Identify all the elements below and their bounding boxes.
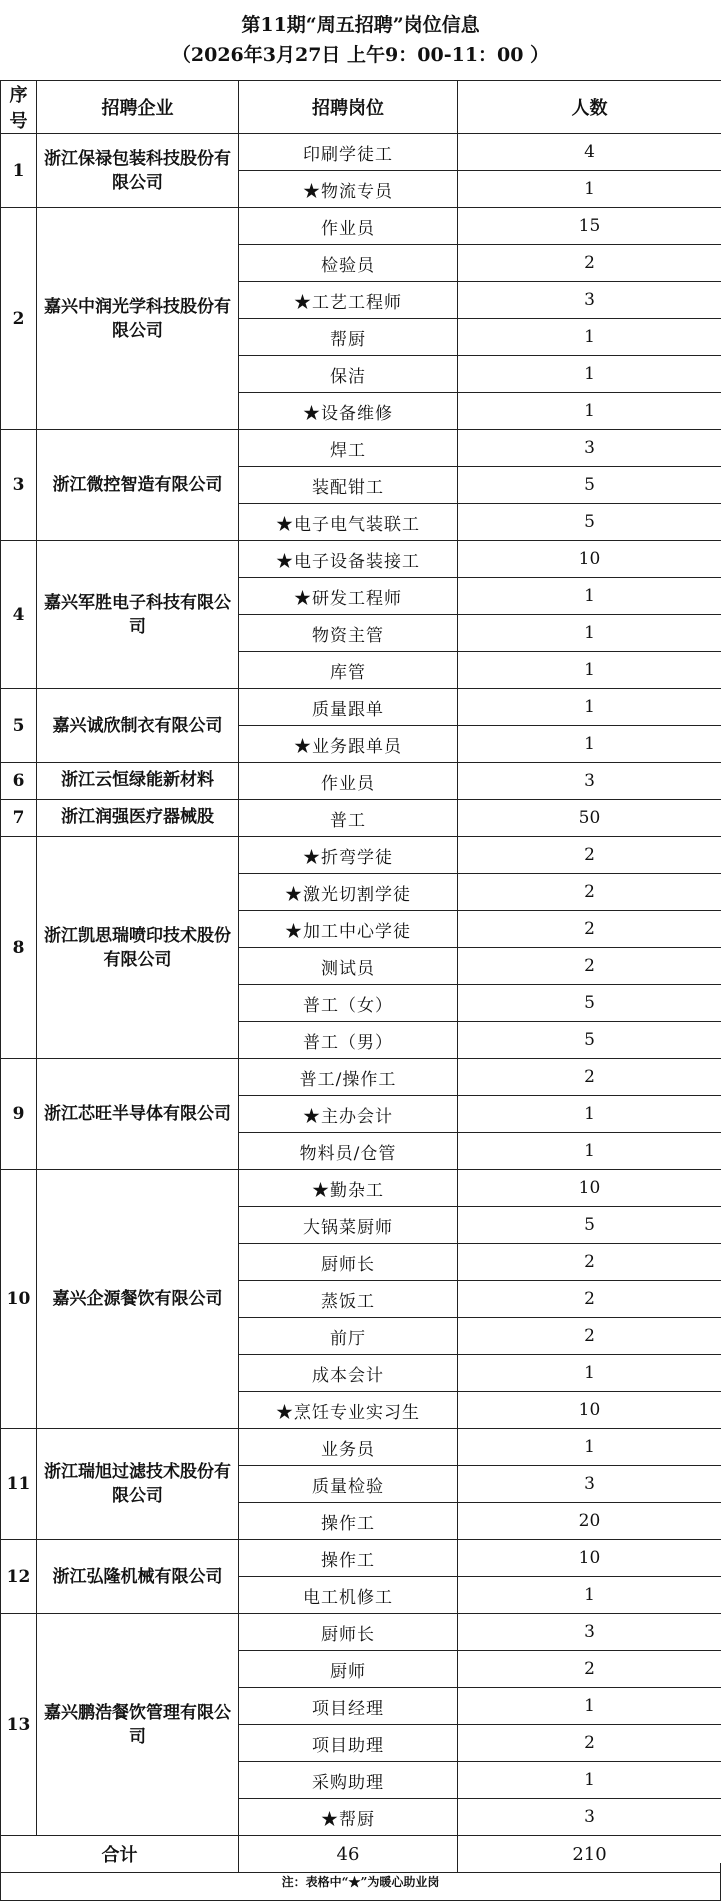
position-cell: ★烹饪专业实习生 [239,1392,458,1429]
count-cell: 10 [458,541,721,578]
company-cell [37,1059,239,1170]
row-seq: 3 [1,430,37,541]
position-cell: 保洁 [239,356,458,393]
table-row [1,208,721,245]
table-row [1,134,721,171]
position-cell: ★物流专员 [239,171,458,208]
count-cell: 50 [458,800,721,837]
page-title: 第11期“周五招聘”岗位信息 [241,14,480,36]
row-seq: 4 [1,541,37,689]
count-cell: 5 [458,467,721,504]
position-cell: 检验员 [239,245,458,282]
count-cell: 10 [458,1540,721,1577]
position-cell: 项目助理 [239,1725,458,1762]
company-cell [37,430,239,541]
position-cell: ★工艺工程师 [239,282,458,319]
total-label: 合计 [1,1836,239,1873]
count-cell: 3 [458,430,721,467]
count-cell: 1 [458,1355,721,1392]
count-cell: 2 [458,1059,721,1096]
row-seq: 10 [1,1170,37,1429]
company-name: 浙江微控智造有限公司 [52,475,223,495]
position-cell: 电工机修工 [239,1577,458,1614]
row-seq: 6 [1,763,37,800]
count-cell: 5 [458,504,721,541]
count-cell: 5 [458,985,721,1022]
footnote: 注：表格中“★”为暖心助业岗 [0,1863,721,1901]
company-name: 嘉兴诚欣制衣有限公司 [52,715,223,736]
table-row [1,541,721,578]
position-cell: ★电子设备装接工 [239,541,458,578]
company-cell [37,134,239,208]
header-count: 人数 [458,81,721,134]
row-seq: 7 [1,800,37,837]
count-cell: 1 [458,1096,721,1133]
title-block [0,0,721,74]
position-cell: 普工（男） [239,1022,458,1059]
count-cell: 2 [458,1281,721,1318]
count-cell: 15 [458,208,721,245]
position-cell: 物料员/仓管 [239,1133,458,1170]
position-cell: 厨师长 [239,1244,458,1281]
header-position: 招聘岗位 [239,81,458,134]
company-cell [37,689,239,763]
jobs-table [0,80,721,1873]
position-cell: 焊工 [239,430,458,467]
position-cell: 质量跟单 [239,689,458,726]
count-cell: 1 [458,1762,721,1799]
position-cell: 印刷学徒工 [239,134,458,171]
table-row [1,1059,721,1096]
position-cell: ★激光切割学徒 [239,874,458,911]
count-cell: 10 [458,1392,721,1429]
count-cell: 1 [458,171,721,208]
position-cell: 库管 [239,652,458,689]
count-cell: 5 [458,1207,721,1244]
row-seq: 12 [1,1540,37,1614]
position-cell: 蒸饭工 [239,1281,458,1318]
company-name: 浙江芯旺半导体有限公司 [44,1104,231,1124]
row-seq: 9 [1,1059,37,1170]
total-positions: 46 [239,1836,458,1873]
company-cell [37,541,239,689]
company-name: 嘉兴中润光学科技股份有限公司 [44,296,231,341]
header-company: 招聘企业 [37,81,239,134]
company-name: 浙江瑞旭过滤技术股份有限公司 [44,1462,231,1506]
position-cell: ★主办会计 [239,1096,458,1133]
company-cell [37,1170,239,1429]
position-cell: 厨师长 [239,1614,458,1651]
table-row [1,1540,721,1577]
position-cell: ★勤杂工 [239,1170,458,1207]
company-name: 浙江云恒绿能新材料 [61,770,214,790]
row-seq: 5 [1,689,37,763]
position-cell: 操作工 [239,1540,458,1577]
position-cell: 帮厨 [239,319,458,356]
count-cell: 1 [458,319,721,356]
position-cell: ★折弯学徒 [239,837,458,874]
row-seq: 8 [1,837,37,1059]
company-cell [37,1429,239,1540]
position-cell: 厨师 [239,1651,458,1688]
count-cell: 1 [458,578,721,615]
position-cell: 装配钳工 [239,467,458,504]
count-cell: 1 [458,726,721,763]
row-seq: 1 [1,134,37,208]
company-cell [37,763,239,800]
count-cell: 4 [458,134,721,171]
row-seq: 2 [1,208,37,430]
row-seq: 11 [1,1429,37,1540]
row-seq: 13 [1,1614,37,1836]
position-cell: 物资主管 [239,615,458,652]
count-cell: 3 [458,282,721,319]
company-cell [37,837,239,1059]
jobs-table-body [1,134,721,1836]
position-cell: 普工/操作工 [239,1059,458,1096]
count-cell: 1 [458,1429,721,1466]
company-name: 嘉兴企源餐饮有限公司 [52,1289,223,1309]
company-name: 浙江润强医疗器械股 [61,807,214,827]
page-subtitle-date: （2026年3月27日 上午9：00-11：00 ） [171,44,550,66]
count-cell: 3 [458,763,721,800]
table-row [1,689,721,726]
table-row [1,430,721,467]
count-cell: 1 [458,615,721,652]
company-name: 嘉兴鹏浩餐饮管理有限公司 [44,1702,231,1747]
table-row [1,800,721,837]
position-cell: 作业员 [239,763,458,800]
position-cell: 大锅菜厨师 [239,1207,458,1244]
count-cell: 2 [458,245,721,282]
count-cell: 1 [458,393,721,430]
count-cell: 5 [458,1022,721,1059]
company-name: 浙江弘隆机械有限公司 [52,1566,223,1587]
position-cell: 测试员 [239,948,458,985]
table-header-row [1,81,721,134]
company-cell [37,208,239,430]
position-cell: 质量检验 [239,1466,458,1503]
count-cell: 3 [458,1799,721,1836]
table-row [1,1170,721,1207]
count-cell: 2 [458,1651,721,1688]
position-cell: ★加工中心学徒 [239,911,458,948]
position-cell: 项目经理 [239,1688,458,1725]
count-cell: 2 [458,1244,721,1281]
count-cell: 1 [458,1688,721,1725]
company-cell [37,1614,239,1836]
count-cell: 3 [458,1614,721,1651]
position-cell: ★电子电气装联工 [239,504,458,541]
position-cell: ★研发工程师 [239,578,458,615]
count-cell: 2 [458,1318,721,1355]
position-cell: 作业员 [239,208,458,245]
company-cell [37,1540,239,1614]
position-cell: 前厅 [239,1318,458,1355]
position-cell: 普工 [239,800,458,837]
position-cell: 成本会计 [239,1355,458,1392]
company-name: 浙江保禄包装科技股份有限公司 [44,148,231,193]
table-row [1,763,721,800]
count-cell: 1 [458,689,721,726]
count-cell: 20 [458,1503,721,1540]
table-row [1,837,721,874]
count-cell: 2 [458,911,721,948]
header-seq: 序号 [1,81,37,134]
count-cell: 10 [458,1170,721,1207]
count-cell: 1 [458,652,721,689]
table-row [1,1614,721,1651]
position-cell: 普工（女） [239,985,458,1022]
company-name: 浙江凯思瑞喷印技术股份有限公司 [44,925,231,970]
company-name: 嘉兴军胜电子科技有限公司 [44,592,231,637]
position-cell: ★业务跟单员 [239,726,458,763]
count-cell: 2 [458,837,721,874]
count-cell: 2 [458,948,721,985]
table-row [1,1429,721,1466]
count-cell: 1 [458,1133,721,1170]
company-cell [37,800,239,837]
count-cell: 1 [458,356,721,393]
position-cell: ★帮厨 [239,1799,458,1836]
count-cell: 1 [458,1577,721,1614]
total-count: 210 [458,1836,721,1873]
position-cell: 业务员 [239,1429,458,1466]
position-cell: 采购助理 [239,1762,458,1799]
count-cell: 3 [458,1466,721,1503]
position-cell: ★设备维修 [239,393,458,430]
position-cell: 操作工 [239,1503,458,1540]
count-cell: 2 [458,1725,721,1762]
count-cell: 2 [458,874,721,911]
